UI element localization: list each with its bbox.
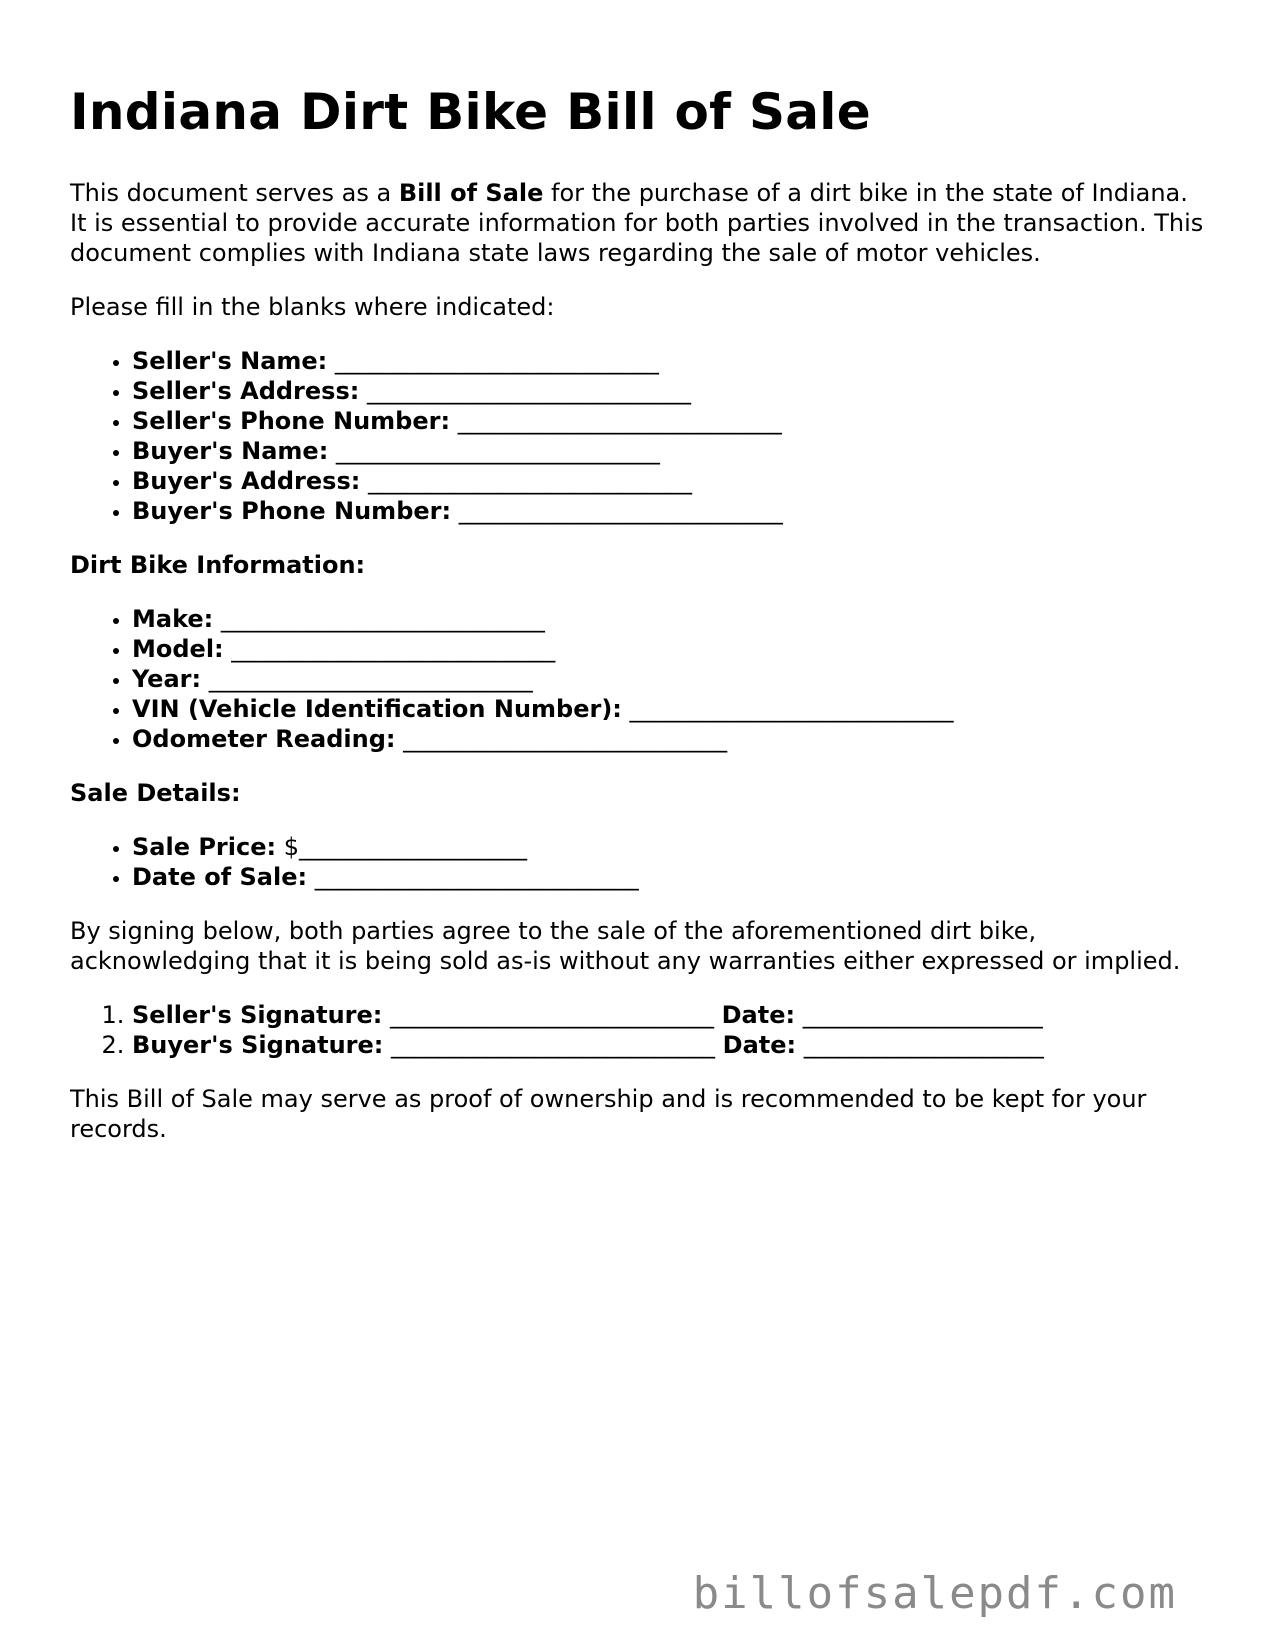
field-label: Sale Price: (132, 833, 277, 861)
blank-line[interactable]: ___________________________ (395, 725, 728, 753)
field-buyer-phone (132, 496, 1210, 526)
field-year (132, 664, 1210, 694)
intro-bold-term: Bill of Sale (398, 179, 544, 207)
field-model (132, 634, 1210, 664)
agreement-paragraph: By signing below, both parties agree to the sale of the aforementioned dirt bike, acknowledging that it is being sold as-is without any warranties either expressed or implied. (70, 917, 1181, 975)
document-title: Indiana Dirt Bike Bill of Sale (70, 83, 871, 141)
field-label: Seller's Name: (132, 347, 328, 375)
field-seller-name (132, 346, 1210, 376)
field-label: Year: (132, 665, 202, 693)
signature-label: Seller's Signature: (132, 1001, 383, 1029)
blank-line[interactable]: ___________________________ (359, 377, 691, 405)
blank-line[interactable]: ___________________________ (307, 863, 639, 891)
blank-line[interactable]: ___________________________ (360, 467, 692, 495)
date-blank[interactable]: ____________________ (795, 1001, 1043, 1029)
closing-paragraph: This Bill of Sale may serve as proof of ownership and is recommended to be kept for your records. (70, 1085, 1147, 1143)
field-label: Make: (132, 605, 214, 633)
blank-line[interactable]: ___________________________ (223, 635, 556, 663)
party-fields-list (70, 346, 1210, 526)
field-seller-address (132, 376, 1210, 406)
field-vin (132, 694, 1210, 724)
blank-line[interactable]: ___________________________ (213, 605, 545, 633)
blank-line[interactable]: ___________________________ (451, 497, 783, 525)
sale-details-heading: Sale Details: (70, 779, 241, 807)
blank-line[interactable]: ___________________________ (327, 347, 659, 375)
date-blank[interactable]: ____________________ (796, 1031, 1044, 1059)
field-seller-phone (132, 406, 1210, 436)
field-label: Seller's Address: (132, 377, 360, 405)
intro-paragraph (70, 178, 1210, 268)
field-sale-price (132, 832, 1210, 862)
field-label: Odometer Reading: (132, 725, 396, 753)
blank-line[interactable]: ___________________________ (328, 437, 660, 465)
signature-list (70, 1000, 1210, 1060)
blank-line[interactable]: ___________________________ (450, 407, 782, 435)
watermark-text: billofsalepdf.com (692, 1568, 1177, 1619)
signature-blank[interactable]: ___________________________ (383, 1031, 723, 1059)
document-page (70, 82, 1210, 1168)
field-label: Buyer's Phone Number: (132, 497, 452, 525)
date-label: Date: (722, 1031, 797, 1059)
bike-info-heading: Dirt Bike Information: (70, 551, 366, 579)
field-make (132, 604, 1210, 634)
bike-fields-list (70, 604, 1210, 754)
field-label: Model: (132, 635, 224, 663)
field-label: VIN (Vehicle Identification Number): (132, 695, 622, 723)
blank-line[interactable]: $___________________ (276, 833, 527, 861)
field-buyer-address (132, 466, 1210, 496)
signature-blank[interactable]: ___________________________ (382, 1001, 722, 1029)
field-label: Date of Sale: (132, 863, 308, 891)
intro-text-end: for the purchase of a dirt bike in the state of Indiana. It is essential to provide accurate information for both parties involved in the transaction. This document complies with Indiana state laws regarding the sale of motor vehicles. (70, 179, 1204, 267)
blank-line[interactable]: ___________________________ (621, 695, 954, 723)
intro-text-start: This document serves as a (70, 179, 399, 207)
field-label: Buyer's Name: (132, 437, 329, 465)
seller-signature-row (132, 1000, 1210, 1030)
field-buyer-name (132, 436, 1210, 466)
date-label: Date: (721, 1001, 796, 1029)
signature-label: Buyer's Signature: (132, 1031, 384, 1059)
field-label: Seller's Phone Number: (132, 407, 451, 435)
field-label: Buyer's Address: (132, 467, 361, 495)
buyer-signature-row (132, 1030, 1210, 1060)
instruction-text: Please fill in the blanks where indicated: (70, 293, 555, 321)
blank-line[interactable]: ___________________________ (201, 665, 533, 693)
field-odometer (132, 724, 1210, 754)
field-date-of-sale (132, 862, 1210, 892)
sale-fields-list (70, 832, 1210, 892)
